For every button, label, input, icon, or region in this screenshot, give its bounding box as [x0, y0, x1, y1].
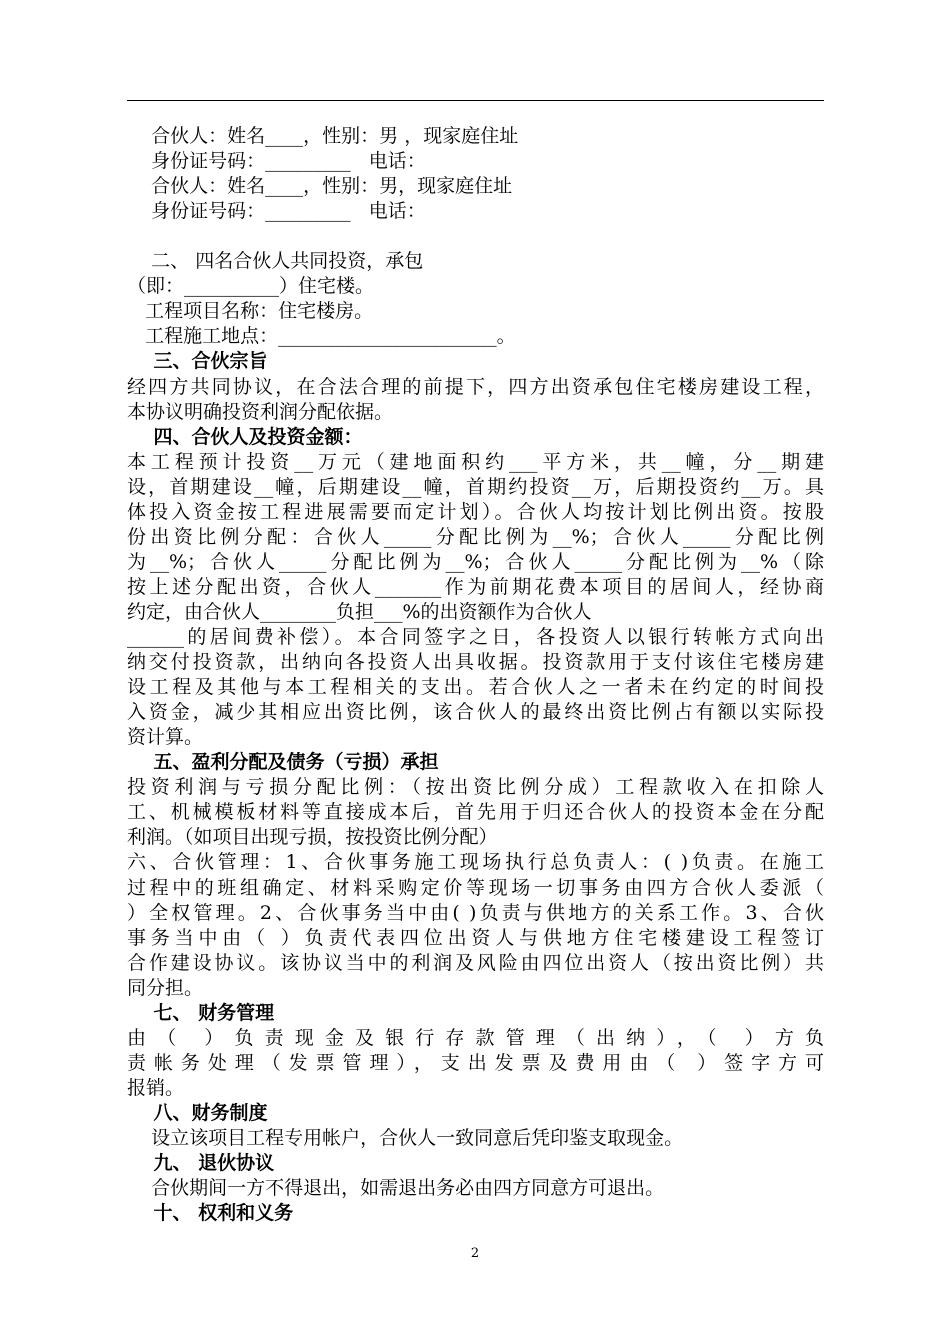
- text-line: 利润。（如项目出现亏损，按投资比例分配）: [127, 826, 498, 849]
- text-line: 六、合伙管理：1、合伙事务施工现场执行总负责人：( )负责。在施工: [127, 851, 824, 874]
- text-line: 入资金，减少其相应出资比例，该合伙人的最终出资比例占有额以实际投: [127, 701, 824, 724]
- text-line: 份出资比例分配：合伙人_____分配比例为__%；合伙人_____分配比例: [127, 525, 824, 548]
- text-line: 身份证号码：_________ 电话：: [127, 200, 426, 223]
- section-heading: 三、合伙宗旨: [127, 350, 268, 373]
- text-line: 工程项目名称：住宅楼房。: [127, 300, 374, 323]
- text-line: 为__%；合伙人_____分配比例为__%；合伙人_____分配比例为__%（除: [127, 550, 824, 573]
- text-line: 投资利润与亏损分配比例：（按出资比例分成）工程款收入在扣除人: [127, 776, 824, 799]
- text-line: 身份证号码：_________ 电话：: [127, 150, 426, 173]
- text-line: 工程施工地点：_______________________。: [127, 325, 516, 348]
- header-rule: [127, 100, 824, 101]
- text-line: 设，首期建设__幢，后期建设__幢，首期约投资__万，后期投资约__万。具: [127, 475, 824, 498]
- text-line: 报销。: [127, 1076, 185, 1099]
- text-line: ）全权管理。2、合伙事务当中由( )负责与供地方的关系工作。3、合伙: [127, 901, 824, 924]
- text-line: （即：__________）住宅楼。: [127, 275, 375, 298]
- text-line: 按上述分配出资，合伙人_______作为前期花费本项目的居间人，经协商: [127, 575, 824, 598]
- text-line: 同分担。: [127, 976, 204, 999]
- text-line: 经四方共同协议，在合法合理的前提下，四方出资承包住宅楼房建设工程，: [127, 375, 824, 398]
- text-line: 设工程及其他与本工程相关的支出。若合伙人之一者未在约定的时间投: [127, 676, 824, 699]
- text-line: 合伙期间一方不得退出，如需退出务必由四方同意方可退出。: [127, 1177, 665, 1200]
- text-line: 本协议明确投资利润分配依据。: [127, 400, 394, 423]
- text-line: 合伙人：姓名____，性别：男 ，现家庭住址: [127, 125, 519, 147]
- section-heading: 四、合伙人及投资金额：: [127, 425, 363, 448]
- text-line: 约定，由合伙人________负担___%的出资额作为合伙人: [127, 600, 592, 623]
- text-line: [127, 224, 824, 249]
- text-line: 由（ ）负责现金及银行存款管理（出纳），（ ）方负: [127, 1026, 824, 1049]
- text-line: 本工程预计投资__万元（建地面积约___平方米，共__幢，分__期建: [127, 450, 824, 473]
- section-heading: 八、财务制度: [127, 1101, 268, 1124]
- text-line: 过程中的班组确定、材料采购定价等现场一切事务由四方合伙人委派（: [127, 876, 824, 899]
- section-heading: 五、盈利分配及债务（亏损）承担: [127, 751, 439, 774]
- page-number: 2: [470, 1246, 480, 1261]
- text-line: 合伙人：姓名____，性别：男，现家庭住址: [127, 175, 513, 198]
- text-line: 设立该项目工程专用帐户，合伙人一致同意后凭印鉴支取现金。: [127, 1127, 684, 1149]
- text-line: 纳交付投资款，出纳向各投资人出具收据。投资款用于支付该住宅楼房建: [127, 651, 824, 674]
- section-heading: 十、 权利和义务: [127, 1202, 294, 1225]
- text-line: 责帐务处理（发票管理），支出发票及费用由（ ）签字方可: [127, 1051, 824, 1074]
- text-line: 合作建设协议。该协议当中的利润及风险由四位出资人（按出资比例）共: [127, 951, 824, 974]
- text-line: 事务当中由（ ）负责代表四位出资人与供地方住宅楼建设工程签订: [127, 926, 824, 949]
- text-line: 体投入资金按工程进展需要而定计划）。合伙人均按计划比例出资。按股: [127, 500, 824, 523]
- section-heading: 七、 财务管理: [127, 1001, 275, 1024]
- text-line: 资计算。: [127, 726, 204, 749]
- text-line: 二、 四名合伙人共同投资，承包: [127, 250, 424, 273]
- text-line: 工、机械模板材料等直接成本后，首先用于归还合伙人的投资本金在分配: [127, 801, 824, 824]
- section-heading: 九、 退伙协议: [127, 1152, 275, 1175]
- text-line: ______的居间费补偿）。本合同签字之日，各投资人以银行转帐方式向出: [127, 626, 824, 648]
